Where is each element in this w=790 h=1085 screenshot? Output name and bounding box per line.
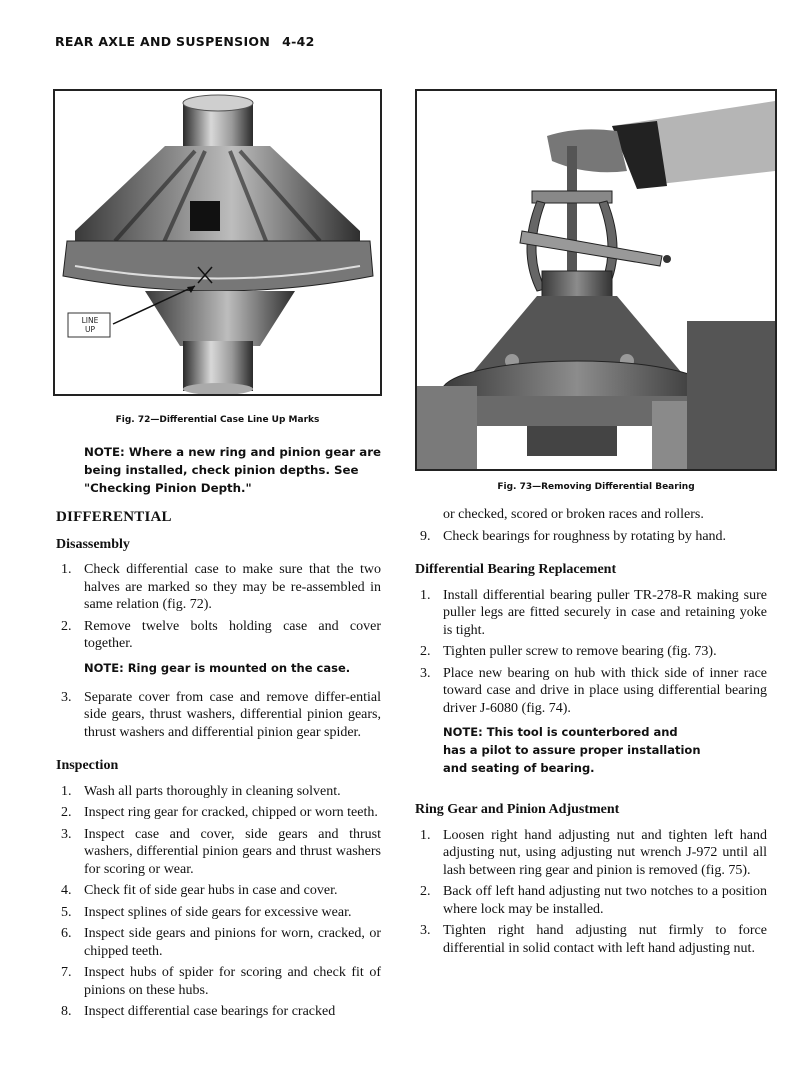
list-item [56, 964, 381, 999]
step-number: 1. [61, 783, 72, 799]
list-item [56, 1003, 381, 1021]
inspection-steps-continued [415, 528, 767, 546]
list-item [415, 587, 767, 640]
step-number: 2. [420, 644, 431, 659]
list-item [415, 528, 767, 546]
continued-text: or checked, scored or broken races and rollers. [443, 507, 704, 522]
list-item [56, 561, 381, 614]
step-text: Back off left hand adjusting nut two notches to a position where lock may be installed. [443, 884, 767, 917]
section-heading-differential: DIFFERENTIAL [56, 509, 172, 525]
callout-line1: LINE [81, 316, 99, 325]
step-text: Inspect side gears and pinions for worn, cracked, or chipped teeth. [84, 926, 381, 959]
list-item [56, 826, 381, 879]
section-title: REAR AXLE AND SUSPENSION [55, 34, 271, 49]
inspection-steps [56, 783, 381, 1021]
page-number: 4-42 [282, 34, 315, 49]
step-text: Tighten right hand adjusting nut firmly to force differential in solid contact with left hand adjusting nut. [443, 923, 767, 956]
step-number: 2. [420, 884, 431, 899]
step-number: 6. [61, 926, 72, 941]
figure-72-caption: Fig. 72—Differential Case Line Up Marks [115, 415, 320, 425]
step-number: 8. [61, 1004, 72, 1019]
step-number: 3. [420, 923, 431, 938]
step-number: 1. [420, 827, 431, 843]
subheading-inspection: Inspection [56, 758, 119, 773]
bearing-replacement-steps [415, 587, 767, 718]
step-number: 7. [61, 965, 72, 980]
differential-case-illustration [55, 91, 380, 394]
right-column [415, 506, 767, 961]
bearing-puller-illustration [417, 91, 775, 469]
step-number: 2. [61, 805, 72, 820]
step-number: 4. [61, 883, 72, 898]
list-item [56, 783, 381, 801]
list-item [415, 883, 767, 918]
subheading-disassembly: Disassembly [56, 536, 130, 552]
list-item [415, 665, 767, 718]
line-up-callout [70, 316, 110, 334]
step-text: Check differential case to make sure that the two halves are marked so they may be re-assembled in same relation (fig. 72). [84, 562, 381, 612]
left-column [56, 509, 381, 1025]
ring-gear-adjustment-steps [415, 827, 767, 958]
list-item [56, 618, 381, 653]
list-item [56, 804, 381, 822]
step-number: 9. [420, 528, 431, 544]
step-text: Install differential bearing puller TR-278-R making sure puller legs are fitted securely in case and retaining yoke is tight. [443, 587, 767, 638]
counterbored-tool-note: NOTE: This tool is counterbored and has a pilot to assure proper installation and seating of bearing. [443, 725, 701, 775]
step-text: Tighten puller screw to remove bearing (fig. 73). [443, 644, 717, 659]
subheading-bearing-replacement: Differential Bearing Replacement [415, 562, 617, 577]
step-text: Inspect case and cover, side gears and thrust washers, differential pinion gears and thrust washers for scoring or wear. [84, 826, 381, 877]
step-number: 1. [61, 562, 72, 577]
list-item [56, 689, 381, 742]
pinion-depth-note: NOTE: Where a new ring and pinion gear are being installed, check pinion depths. See "Checking Pinion Depth." [84, 445, 382, 495]
list-item [415, 643, 767, 661]
step-text: Remove twelve bolts holding case and cover together. [84, 618, 381, 651]
list-item [56, 904, 381, 922]
step-text: Inspect splines of side gears for excessive wear. [84, 904, 352, 920]
running-head [55, 34, 315, 49]
step-number: 2. [61, 618, 72, 634]
callout-line2: UP [84, 325, 95, 334]
figure-72-image [53, 89, 382, 396]
step-text: Place new bearing on hub with thick side of inner race toward case and drive in place using differential bearing driver J-6080 (fig. 74). [443, 665, 767, 716]
step-text: Inspect ring gear for cracked, chipped or worn teeth. [84, 805, 378, 820]
step-text: Check fit of side gear hubs in case and cover. [84, 883, 338, 898]
list-item [415, 922, 767, 957]
list-item [56, 882, 381, 900]
step-number: 5. [61, 904, 72, 920]
ring-gear-note: NOTE: Ring gear is mounted on the case. [84, 660, 351, 675]
step-number: 3. [61, 689, 72, 705]
step-number: 3. [61, 826, 72, 842]
list-item [415, 827, 767, 880]
disassembly-steps-continued [56, 689, 381, 742]
subheading-ring-gear-adjustment: Ring Gear and Pinion Adjustment [415, 802, 620, 817]
step-text: Loosen right hand adjusting nut and tighten left hand adjusting nut, using adjusting nut wrench J-972 until all lash between ring gear and pinion is removed (fig. 75). [443, 827, 767, 878]
step-number: 1. [420, 587, 431, 603]
figure-73-image [415, 89, 777, 471]
step-text: Inspect hubs of spider for scoring and check fit of pinions on these hubs. [84, 965, 381, 998]
disassembly-steps [56, 561, 381, 653]
list-item [56, 925, 381, 960]
figure-73-caption: Fig. 73—Removing Differential Bearing [497, 482, 695, 492]
step-text: Wash all parts thoroughly in cleaning solvent. [84, 783, 341, 799]
step-number: 3. [420, 665, 431, 681]
step-text: Inspect differential case bearings for cracked [84, 1004, 336, 1019]
step-text: Separate cover from case and remove differ-ential side gears, thrust washers, differential pinion gears, thrust washers and differential pinion gear spider. [84, 689, 381, 740]
step-text: Check bearings for roughness by rotating by hand. [443, 528, 727, 544]
